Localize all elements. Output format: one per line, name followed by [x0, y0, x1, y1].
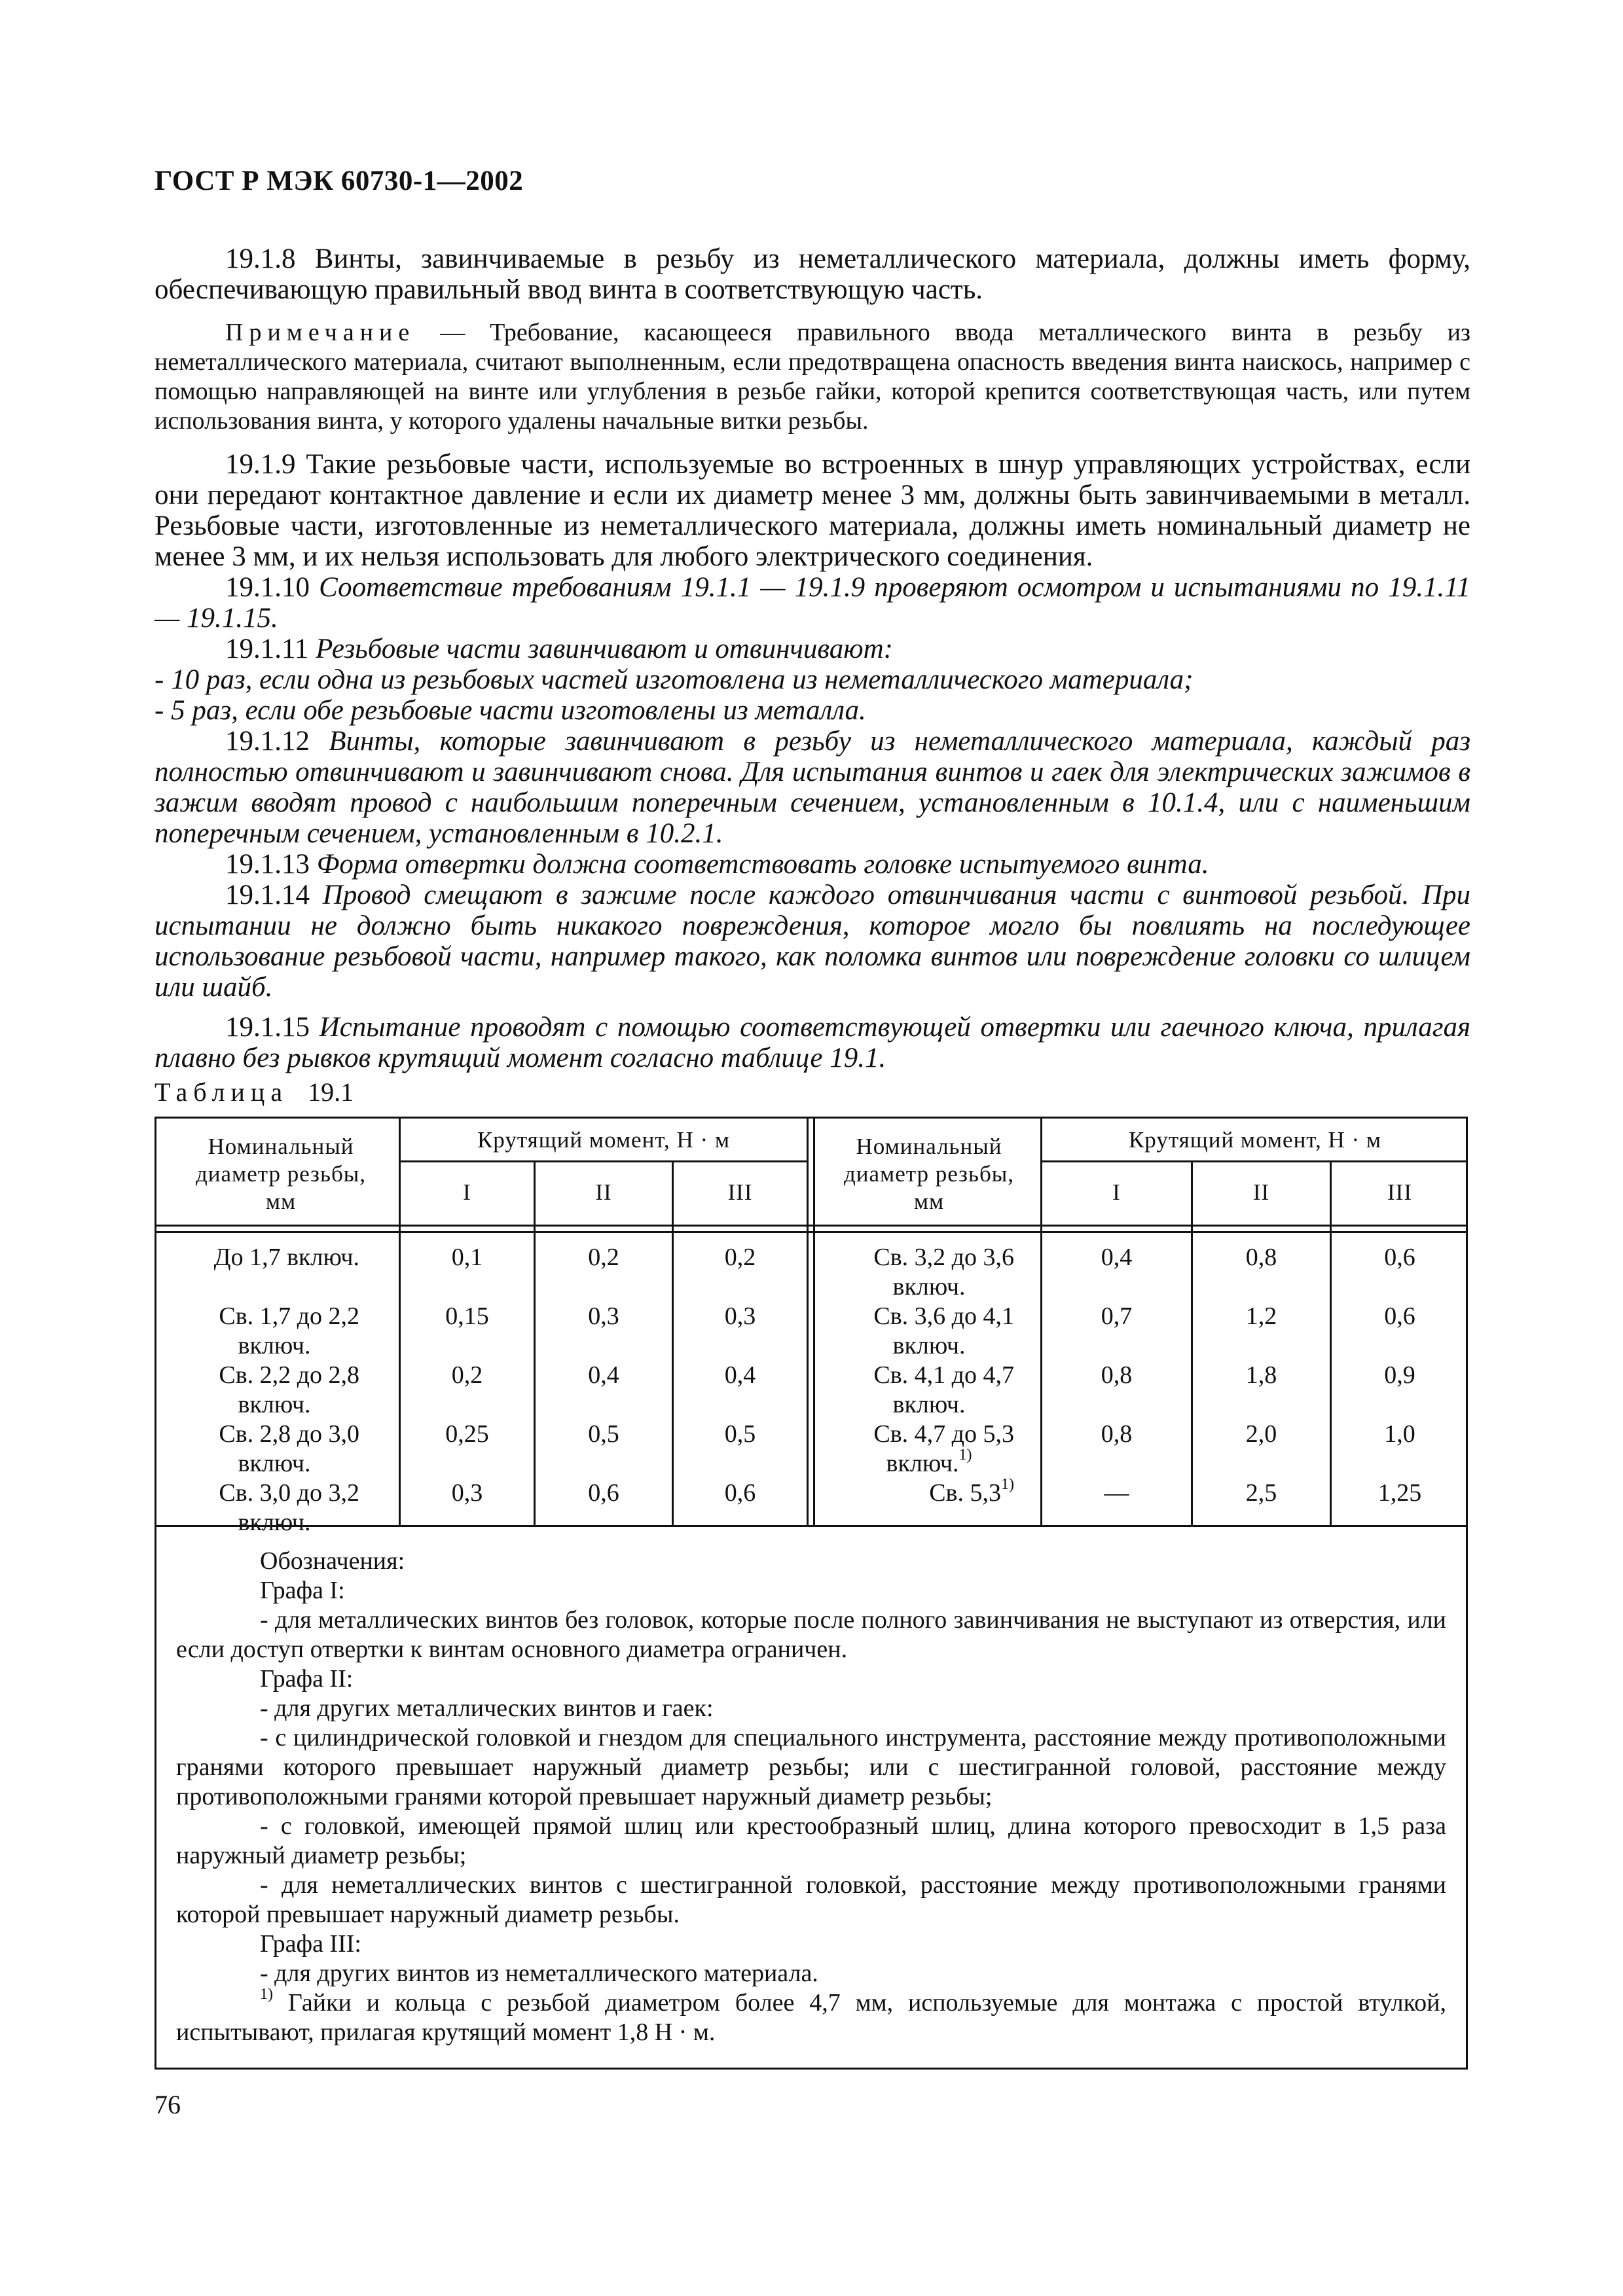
- torque-table: [155, 1117, 1468, 2070]
- header-torque: Крутящий момент, Н · м: [1128, 1127, 1382, 1153]
- row-diameter-label-cont: включ.: [892, 1391, 966, 1418]
- cell-torque-i: 0,3: [451, 1479, 483, 1507]
- row-diameter-label: До 1,7 включ.: [213, 1244, 359, 1271]
- cell-torque-ii: 2,5: [1245, 1479, 1277, 1507]
- column-note-iii: Графа III:: [260, 1930, 361, 1958]
- clause-text: Резьбовые части завинчивают и отвинчивают:: [316, 634, 893, 664]
- row-diameter-label: Св. 1,7 до 2,2: [219, 1302, 359, 1330]
- row-diameter-label: Св. 3,0 до 3,2: [219, 1479, 359, 1507]
- footnote: [176, 1988, 1446, 2047]
- row-diameter-label-cont: включ.: [892, 1332, 966, 1359]
- note-label: Примечание: [225, 319, 416, 346]
- row-diameter-label-cont: включ.: [238, 1391, 311, 1418]
- row-diameter-label: Св. 3,6 до 4,1: [873, 1302, 1014, 1330]
- cell-torque-i: 0,8: [1101, 1361, 1133, 1389]
- paragraph-19-1-8: 19.1.8 Винты, завинчиваемые в резьбу из неметаллического материала, должны иметь форму, обеспечивающую правильный ввод винта в соответствующую часть.: [155, 243, 1470, 305]
- note-item: - для неметаллических винтов с шестигранной головкой, расстояние между противоположными гранями которой превышает наружный диаметр резьбы.: [176, 1871, 1446, 1928]
- cell-torque-iii: 1,0: [1384, 1420, 1415, 1448]
- cell-torque-ii: 0,4: [588, 1361, 619, 1389]
- clause-number: 19.1.10: [225, 572, 319, 603]
- table-caption-label: Таблица: [155, 1077, 289, 1107]
- clause-text: Провод смещают в зажиме после каждого отвинчивания части с винтовой резьбой. При испытании не должно быть никакого повреждения, которое могло бы повлиять на последующее использование резьбовой части, например такого, как поломка винтов или повреждение головки со шлицем или шайб.: [155, 880, 1470, 1003]
- document-page: [155, 0, 1470, 2296]
- cell-torque-iii: 0,6: [1384, 1244, 1415, 1271]
- header-col-i: I: [463, 1179, 471, 1205]
- row-diameter-text: Св. 5,3: [929, 1479, 1001, 1507]
- list-item: - 5 раз, если обе резьбовые части изготовлены из металла.: [155, 695, 866, 726]
- header-nominal-diameter: Номинальный диаметр резьбы, мм: [195, 1134, 367, 1214]
- row-diameter-label-cont: включ.: [238, 1332, 311, 1359]
- header-col-ii: II: [595, 1179, 612, 1205]
- cell-torque-iii: 1,25: [1377, 1479, 1422, 1507]
- clause-number: 19.1.14: [225, 880, 323, 910]
- row-diameter-label: Св. 4,1 до 4,7: [873, 1361, 1014, 1389]
- row-diameter-label: [818, 1476, 1014, 1508]
- column-note-i: Графа I:: [260, 1577, 345, 1604]
- cell-torque-ii: 0,6: [588, 1479, 619, 1507]
- cell-torque-iii: 0,3: [724, 1302, 756, 1330]
- cell-torque-ii: 0,3: [588, 1302, 619, 1330]
- page-title: ГОСТ Р МЭК 60730-1—2002: [155, 166, 524, 196]
- list-item: - 10 раз, если одна из резьбовых частей изготовлена из неметаллического материала;: [155, 664, 1194, 695]
- notes-title: Обозначения:: [260, 1547, 405, 1575]
- paragraph-19-1-14: [155, 880, 1470, 1003]
- row-diameter-label-cont: включ.: [238, 1450, 311, 1477]
- clause-text: Винты, которые завинчивают в резьбу из неметаллического материала, каждый раз полностью отвинчивают и завинчивают снова. Для испытания винтов и гаек для электрических зажимов в зажим вводят провод с наибольшим поперечным сечением, установленным в 10.1.4, или с наименьшим поперечным сечением, установленным в 10.2.1.: [155, 726, 1471, 849]
- paragraph-19-1-10: [155, 572, 1470, 634]
- paragraph-19-1-13: [155, 849, 1470, 880]
- paragraph-19-1-12: [155, 726, 1470, 849]
- header-col-i: I: [1112, 1179, 1121, 1205]
- note-item: - для других винтов из неметаллического материала.: [260, 1960, 818, 1987]
- cell-torque-ii: 0,5: [588, 1420, 619, 1448]
- note-paragraph: [155, 318, 1470, 436]
- row-diameter-label: Св. 4,7 до 5,3: [873, 1420, 1014, 1448]
- row-diameter-label: Св. 2,8 до 3,0: [219, 1420, 359, 1448]
- cell-torque-iii: 0,6: [1384, 1302, 1415, 1330]
- table-notes: [176, 1547, 1446, 2047]
- page-number: 76: [155, 2090, 181, 2119]
- cell-torque-ii: 1,8: [1245, 1361, 1277, 1389]
- cell-torque-ii: 0,2: [588, 1244, 619, 1271]
- header-col-iii: III: [1387, 1179, 1412, 1205]
- row-diameter-label-cont: включ.: [238, 1509, 311, 1536]
- note-item: - для металлических винтов без головок, которые после полного завинчивания не выступают из отверстия, или если доступ отвертки к винтам основного диаметра ограничен.: [176, 1606, 1446, 1663]
- cell-torque-iii: 0,6: [724, 1479, 756, 1507]
- cell-torque-i: 0,15: [445, 1302, 489, 1330]
- clause-number: 19.1.13: [225, 849, 317, 880]
- clause-number: 19.1.12: [225, 726, 329, 757]
- body-text: [155, 243, 1470, 1073]
- cell-torque-i: 0,2: [451, 1361, 483, 1389]
- note-item: - для других металлических винтов и гаек:: [260, 1695, 714, 1722]
- cell-torque-i: 0,1: [451, 1244, 483, 1271]
- paragraph-19-1-9: 19.1.9 Такие резьбовые части, используемые во встроенных в шнур управляющих устройствах, если они передают контактное давление и если их диаметр менее 3 мм, должны быть завинчиваемыми в металл. Резьбовые части, изготовленные из неметаллического материала, должны иметь номинальный диаметр не менее 3 мм, и их нельзя использовать для любого электрического соединения.: [155, 449, 1470, 572]
- table-caption: [155, 1077, 354, 1107]
- clause-text: Испытание проводят с помощью соответствующей отвертки или гаечного ключа, прилагая плавно без рывков крутящий момент согласно таблице 19.1.: [155, 1012, 1470, 1073]
- row-diameter-label-cont: [818, 1446, 1040, 1479]
- cell-torque-iii: 0,5: [724, 1420, 756, 1448]
- table-caption-number: 19.1: [308, 1077, 354, 1107]
- footnote-text: Гайки и кольца с резьбой диаметром более 4,7 мм, используемые для монтажа с простой втулкой, испытывают, прилагая крутящий момент 1,8 Н · м.: [176, 1989, 1446, 2046]
- row-diameter-label-cont: включ.: [892, 1273, 966, 1300]
- cell-torque-ii: 0,8: [1245, 1244, 1277, 1271]
- clause-text: Форма отвертки должна соответствовать головке испытуемого винта.: [316, 849, 1209, 880]
- cell-torque-ii: 2,0: [1245, 1420, 1277, 1448]
- clause-text: Соответствие требованиям 19.1.1 — 19.1.9 проверяют осмотром и испытаниями по 19.1.11 — 19.1.15.: [155, 572, 1470, 634]
- cell-torque-iii: 0,4: [724, 1361, 756, 1389]
- cell-torque-i: 0,4: [1101, 1244, 1133, 1271]
- note-item: - с цилиндрической головкой и гнездом для специального инструмента, расстояние между противоположными гранями которого превышает наружный диаметр резьбы; или с шестигранной головой, расстояние между противоположными гранями которой превышает наружный диаметр резьбы;: [176, 1724, 1446, 1810]
- cell-torque-iii: 0,9: [1384, 1361, 1415, 1389]
- paragraph-19-1-15: [155, 1012, 1470, 1073]
- cell-torque-i: 0,7: [1101, 1302, 1133, 1330]
- header-nominal-diameter: Номинальный диаметр резьбы, мм: [843, 1134, 1015, 1214]
- footnote-mark: 1): [1001, 1476, 1014, 1494]
- clause-number: 19.1.15: [225, 1012, 319, 1043]
- cell-torque-i: 0,8: [1101, 1420, 1133, 1448]
- row-diameter-label: Св. 2,2 до 2,8: [219, 1361, 359, 1389]
- cell-torque-i: —: [1104, 1479, 1129, 1507]
- header-col-ii: II: [1252, 1179, 1270, 1205]
- clause-number: 19.1.11: [225, 634, 316, 664]
- header-torque: Крутящий момент, Н · м: [477, 1127, 731, 1153]
- cell-torque-ii: 1,2: [1245, 1302, 1277, 1330]
- row-diameter-text: включ.: [886, 1450, 959, 1477]
- footnote-mark: 1): [958, 1446, 972, 1464]
- cell-torque-i: 0,25: [445, 1420, 489, 1448]
- row-diameter-label: Св. 3,2 до 3,6: [873, 1244, 1014, 1271]
- note-text: — Требование, касающееся правильного ввода металлического винта в резьбу из неметаллического материала, считают выполненным, если предотвращена опасность введения винта наискось, например с помощью направляющей на винте или углубления в резьбе гайки, которой крепится соответствующая часть, или путем использования винта, у которого удалены начальные витки резьбы.: [155, 319, 1470, 435]
- cell-torque-iii: 0,2: [724, 1244, 756, 1271]
- footnote-mark: 1): [260, 1986, 273, 2003]
- column-note-ii: Графа II:: [260, 1665, 354, 1693]
- note-item: - с головкой, имеющей прямой шлиц или крестообразный шлиц, длина которого превосходит в 1,5 раза наружный диаметр резьбы;: [176, 1812, 1446, 1869]
- header-col-iii: III: [727, 1179, 753, 1205]
- paragraph-19-1-11: [155, 634, 1470, 664]
